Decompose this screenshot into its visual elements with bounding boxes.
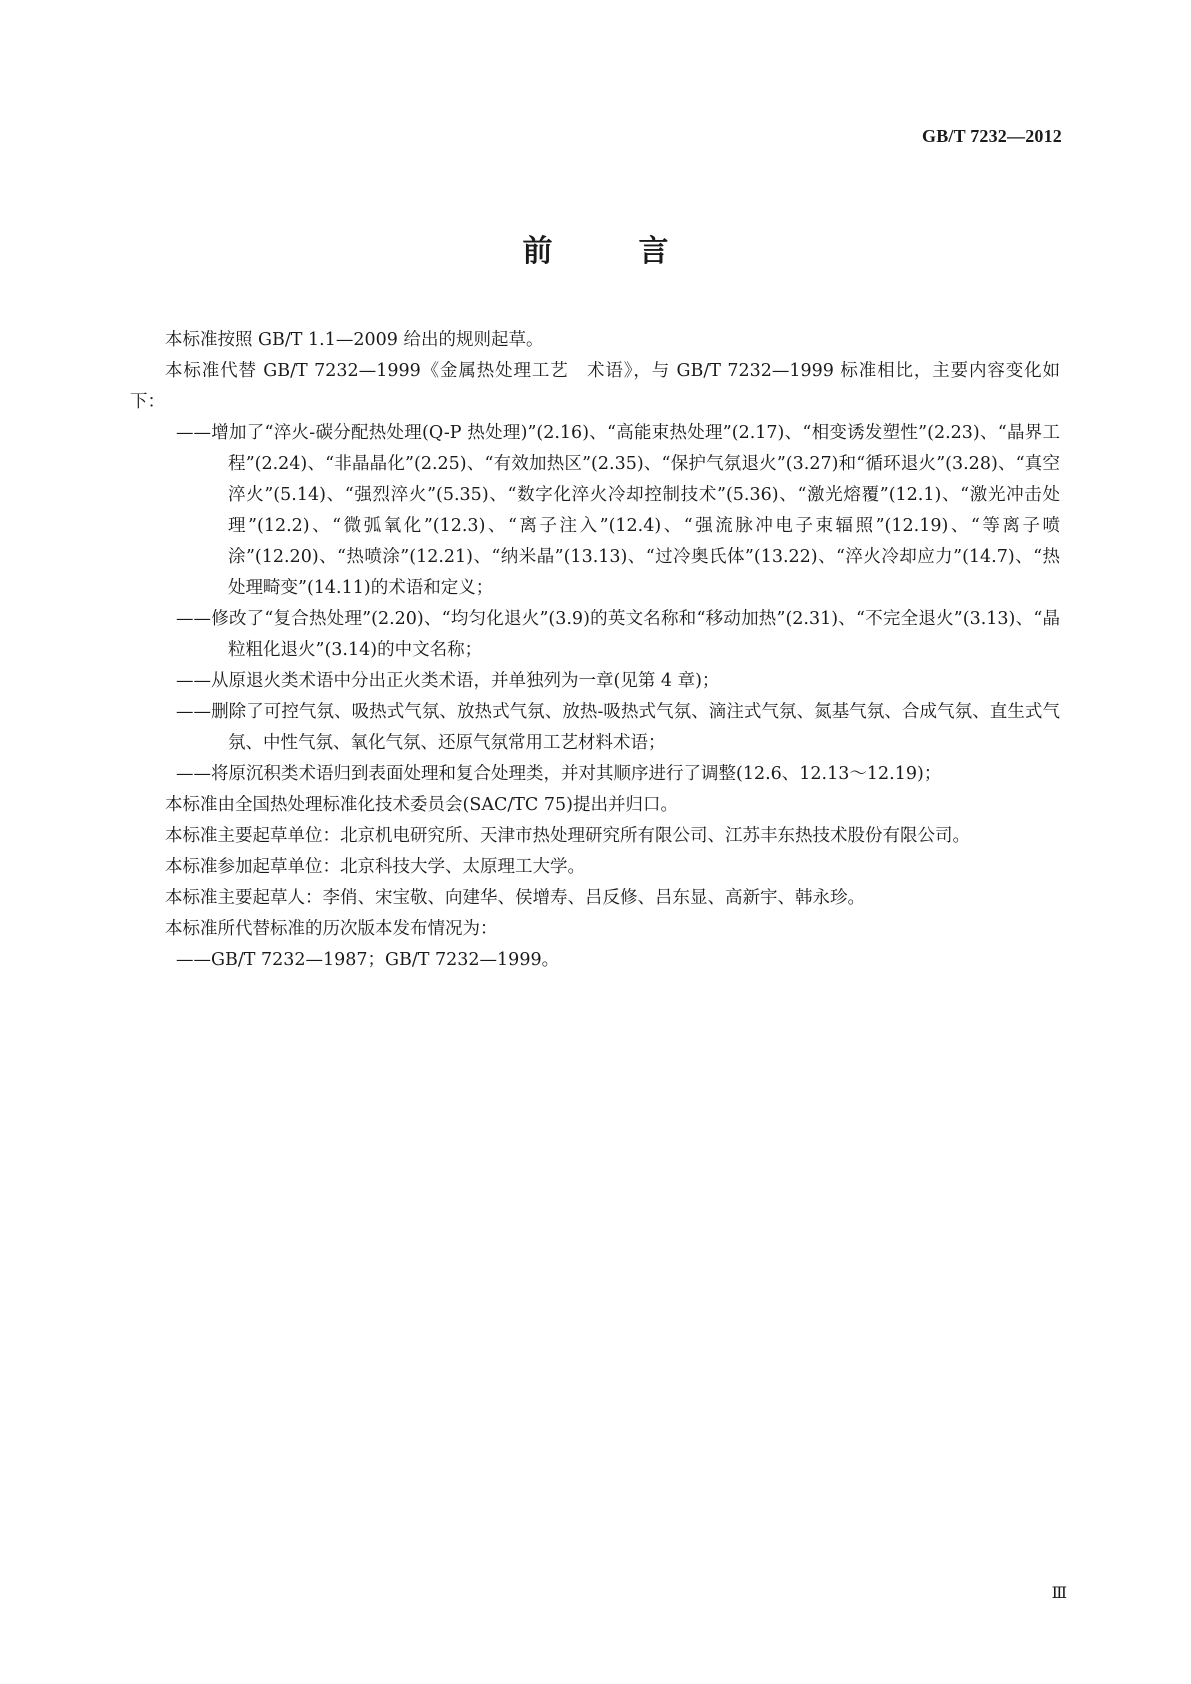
paragraph-main-drafters: 本标准主要起草单位：北京机电研究所、天津市热处理研究所有限公司、江苏丰东热技术股份有限公司。 bbox=[165, 826, 970, 846]
list-item-additions: ——增加了“淬火-碳分配热处理(Q-P 热处理)”(2.16)、“高能束热处理”(2.17)、“相变诱发塑性”(2.23)、“晶界工程”(2.24)、“非晶晶化”(2.25)、“有效加热区”(2.35)、“保护气氛退火”(3.27)和“循环退火”(3.28)、“真空淬火”(5.14)、“强烈淬火”(5.35)、“数字化淬火冷却控制技术”(5.36)、“激光熔覆”(12.1)、“激光冲击处理”(12.2)、“微弧氧化”(12.3)、“离子注入”(12.4)、“强流脉冲电子束辐照”(12.19)、“等离子喷涂”(12.20)、“热喷涂”(12.21)、“纳米晶”(13.13)、“过冷奥氏体”(13.22)、“淬火冷却应力”(14.7)、“热处理畸变”(14.11)的术语和定义； bbox=[176, 423, 1060, 598]
page-number: Ⅲ bbox=[1051, 1585, 1067, 1602]
list-item-history: ——GB/T 7232—1987；GB/T 7232—1999。 bbox=[176, 950, 560, 970]
page-title: 前 言 bbox=[522, 234, 697, 269]
standard-code: GB/T 7232—2012 bbox=[922, 126, 1062, 146]
paragraph-main-authors: 本标准主要起草人：李俏、宋宝敬、向建华、侯增寿、吕反修、吕东显、高新宇、韩永珍。 bbox=[165, 888, 865, 908]
paragraph-committee: 本标准由全国热处理标准化技术委员会(SAC/TC 75)提出并归口。 bbox=[165, 795, 678, 815]
paragraph-participating-drafters: 本标准参加起草单位：北京科技大学、太原理工大学。 bbox=[165, 857, 585, 877]
list-item-deletions: ——删除了可控气氛、吸热式气氛、放热式气氛、放热-吸热式气氛、滴注式气氛、氮基气氛、合成气氛、直生式气氛、中性气氛、氧化气氛、还原气氛常用工艺材料术语； bbox=[176, 702, 1060, 753]
paragraph-drafting-rules: 本标准按照 GB/T 1.1—2009 给出的规则起草。 bbox=[165, 330, 544, 350]
foreword-body bbox=[130, 325, 1060, 976]
list-item-normalizing: ——从原退火类术语中分出正火类术语，并单独列为一章(见第 4 章)； bbox=[176, 671, 720, 691]
list-item-modifications: ——修改了“复合热处理”(2.20)、“均匀化退火”(3.9)的英文名称和“移动加热”(2.31)、“不完全退火”(3.13)、“晶粒粗化退火”(3.14)的中文名称； bbox=[176, 609, 1060, 660]
list-item-reordering: ——将原沉积类术语归到表面处理和复合处理类，并对其顺序进行了调整(12.6、12.13～12.19)； bbox=[176, 764, 942, 784]
paragraph-replacement: 本标准代替 GB/T 7232—1999《金属热处理工艺 术语》，与 GB/T 7232—1999 标准相比，主要内容变化如下： bbox=[130, 361, 1060, 412]
paragraph-history-intro: 本标准所代替标准的历次版本发布情况为： bbox=[165, 919, 498, 939]
